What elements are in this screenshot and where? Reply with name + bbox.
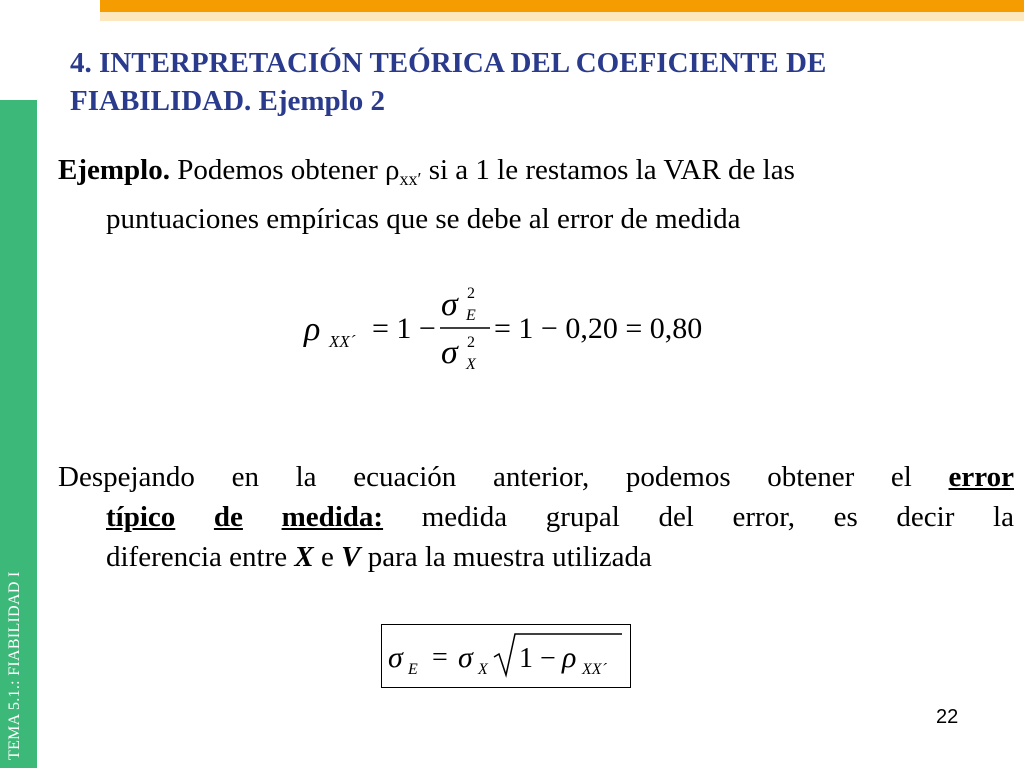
standard-error-formula bbox=[382, 625, 629, 686]
slide-title bbox=[70, 44, 1000, 120]
title-line-1: 4. INTERPRETACIÓN TEÓRICA DEL COEFICIENTE DE bbox=[70, 47, 827, 79]
sigma-x: σ bbox=[458, 641, 473, 674]
error-term: error bbox=[948, 461, 1014, 493]
formula-result: = 1 − 0,20 = 0,80 bbox=[494, 312, 703, 345]
sigma-e: σ bbox=[388, 641, 403, 674]
num-subscript: E bbox=[466, 307, 476, 324]
top-accent-bar bbox=[100, 0, 1024, 12]
paragraph-standard-error bbox=[58, 457, 1014, 577]
p2-line-1: Despejando en la ecuación anterior, podemos obtener el error bbox=[58, 457, 1014, 497]
sigma-denominator: σ bbox=[441, 334, 458, 371]
side-label: TEMA 5.1.: FIABILIDAD I bbox=[6, 571, 23, 760]
title-line-2: FIABILIDAD. Ejemplo 2 bbox=[70, 85, 385, 117]
den-exponent: 2 bbox=[467, 334, 475, 351]
p2-line-2: típico de medida: medida grupal del error, es decir la bbox=[106, 501, 1014, 533]
variable-v: V bbox=[341, 541, 361, 573]
rho-subscript: xx′ bbox=[399, 169, 422, 189]
den-subscript: X bbox=[466, 356, 476, 373]
rho-symbol: ρ bbox=[304, 311, 321, 348]
reliability-formula bbox=[300, 283, 720, 383]
p2-line-3: diferencia entre X e V para la muestra utilizada bbox=[106, 541, 652, 573]
rho-sub: XX´ bbox=[329, 332, 356, 351]
rho-sub-2: XX´ bbox=[582, 661, 607, 678]
equals-sign: = bbox=[432, 642, 448, 673]
sigma-x-sub: X bbox=[478, 661, 488, 678]
standard-error-formula-box bbox=[381, 624, 631, 688]
variable-x: X bbox=[294, 541, 314, 573]
example-text-b: si a 1 le restamos la VAR de las bbox=[421, 154, 795, 186]
page-number: 22 bbox=[936, 706, 959, 728]
rho-symbol-2: ρ bbox=[562, 641, 577, 674]
sigma-e-sub: E bbox=[408, 661, 418, 678]
paragraph-example bbox=[58, 150, 1014, 239]
num-exponent: 2 bbox=[467, 285, 475, 302]
example-text-a: Podemos obtener ρ bbox=[169, 154, 400, 186]
example-lead: Ejemplo. bbox=[58, 154, 170, 186]
example-line-2: puntuaciones empíricas que se debe al error de medida bbox=[106, 203, 741, 235]
sigma-numerator: σ bbox=[441, 286, 458, 323]
top-accent-bar-light bbox=[100, 12, 1024, 21]
equals-one-minus: = 1 − bbox=[372, 312, 436, 345]
one-minus: 1 − bbox=[519, 643, 556, 674]
